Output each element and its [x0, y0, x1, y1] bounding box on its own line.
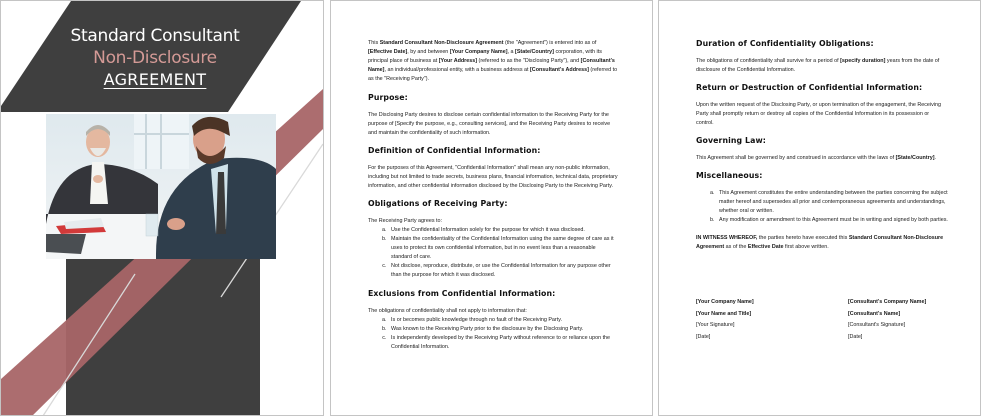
heading-governing-law: Governing Law: — [696, 136, 766, 145]
name-title-field: [Your Name and Title] — [696, 310, 752, 317]
consultant-company-field: [Consultant's Company Name] — [848, 299, 927, 305]
heading-return: Return or Destruction of Confidential Information: — [696, 83, 923, 92]
exclusions-list — [368, 316, 618, 352]
signature-block-consultant — [848, 297, 926, 343]
list-item: c. Not disclose, reproduce, distribute, or use the Confidential Information for any purpose other than the purpose for which it was disclosed. — [388, 262, 618, 280]
cover-title — [41, 25, 269, 91]
list-item: b. Was known to the Receiving Party prior to the disclosure by the Disclosing Party. — [388, 325, 618, 334]
business-meeting-photo — [46, 114, 276, 259]
heading-miscellaneous: Miscellaneous: — [696, 171, 763, 180]
consultant-name-field: [Consultant's Name] — [848, 310, 901, 317]
duration-text: The obligations of confidentiality shall survive for a period of [specify duration] years from the date of disclosure of the Confidential Information. — [696, 58, 940, 73]
heading-definition: Definition of Confidential Information: — [368, 146, 541, 155]
page-content — [368, 39, 618, 352]
list-item: a. Is or becomes public knowledge through no fault of the Receiving Party. — [388, 316, 618, 325]
signature-block-company — [696, 297, 754, 343]
heading-exclusions: Exclusions from Confidential Information: — [368, 289, 556, 298]
title-line-1: Standard Consultant — [70, 26, 240, 46]
consultant-date-field: [Date] — [848, 333, 863, 340]
signature-field: [Your Signature] — [696, 322, 735, 328]
list-item: a. Use the Confidential Information solely for the purpose for which it was disclosed. — [388, 226, 618, 235]
heading-purpose: Purpose: — [368, 93, 408, 102]
miscellaneous-list — [696, 189, 948, 225]
list-item: c. Is independently developed by the Receiving Party without reference to or reliance upon the Confidential Information. — [388, 334, 618, 352]
governing-law-text: This Agreement shall be governed by and construed in accordance with the laws of [State/Country]. — [696, 155, 937, 161]
intro-paragraph: This Standard Consultant Non-Disclosure Agreement (the "Agreement") is entered into as of [Effective Date], by and between [Your Company Name], a [State/Country] corporation, with its principal place of business at [Your Address] (referred to as the "Disclosing Party"), and [Consultant's Name], an individual/professional entity, with a business address at [Consultant's Address] (referred to as the "Receiving Party"). — [368, 40, 618, 82]
obligations-list — [368, 226, 618, 280]
purpose-text: The Disclosing Party desires to disclose certain confidential information to the Receiving Party for the purpose of [Specify the purpose, e.g., consulting services], and the Receiving Party desires to receive and maintain the confidentiality of such information. — [368, 112, 611, 136]
list-item: a. This Agreement constitutes the entire understanding between the parties concerning the subject matter hereof and supersedes all prior and contemporaneous agreements and understandings, whether oral or written. — [716, 189, 948, 216]
definition-text: For the purposes of this Agreement, "Confidential Information" shall mean any non-public information, including but not limited to trade secrets, business plans, financial information, technical data, proprietary information, and other confidential information disclosed by the Disclosing Party to the Receiving Party. — [368, 165, 618, 189]
cover-page — [0, 0, 324, 416]
title-line-2: Non-Disclosure — [93, 48, 217, 68]
company-name-field: [Your Company Name] — [696, 299, 754, 305]
heading-obligations: Obligations of Receiving Party: — [368, 199, 508, 208]
title-line-3: AGREEMENT — [103, 70, 207, 89]
list-item: b. Maintain the confidentiality of the Confidential Information using the same degree of care as it uses to protect its own confidential information, but in no event less than a reasonable standard of care. — [388, 235, 618, 262]
agreement-page-2 — [658, 0, 981, 416]
witness-paragraph: IN WITNESS WHEREOF, the parties hereto have executed this Standard Consultant Non-Disclosure Agreement as of the Effective Date first above written. — [696, 235, 944, 250]
agreement-page-1 — [330, 0, 653, 416]
return-text: Upon the written request of the Disclosing Party, or upon termination of the engagement, the Receiving Party shall promptly return or destroy all copies of the Confidential Information in its possession or control. — [696, 102, 942, 126]
exclusions-intro: The obligations of confidentiality shall not apply to information that: — [368, 308, 527, 314]
heading-duration: Duration of Confidentiality Obligations: — [696, 39, 874, 48]
date-field: [Date] — [696, 333, 711, 340]
list-item: b. Any modification or amendment to this Agreement must be in writing and signed by both parties. — [716, 216, 948, 225]
obligations-intro: The Receiving Party agrees to: — [368, 218, 443, 224]
page-content — [696, 39, 948, 252]
consultant-signature-field: [Consultant's Signature] — [848, 322, 906, 328]
